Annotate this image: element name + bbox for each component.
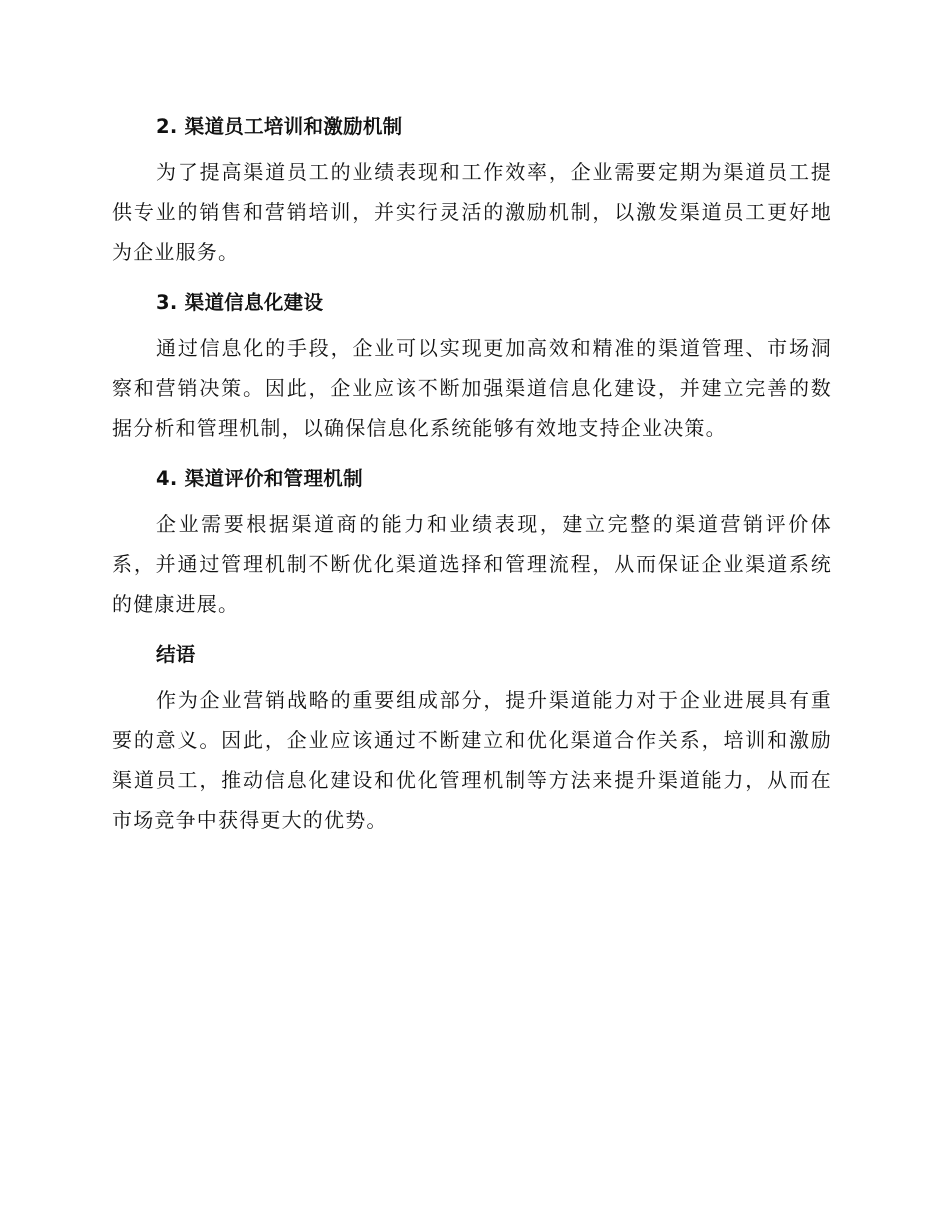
- section-heading-evaluation: 4. 渠道评价和管理机制: [156, 467, 363, 490]
- section-paragraph-evaluation: 企业需要根据渠道商的能力和业绩表现，建立完整的渠道营销评价体系，并通过管理机制不断优化渠道选择和管理流程，从而保证企业渠道系统的健康进展。: [112, 512, 832, 616]
- section-paragraph-conclusion: 作为企业营销战略的重要组成部分，提升渠道能力对于企业进展具有重要的意义。因此，企业应该通过不断建立和优化渠道合作关系，培训和激励渠道员工，推动信息化建设和优化管理机制等方法来提升渠道能力，从而在市场竞争中获得更大的优势。: [112, 688, 832, 832]
- section-heading-informatization: 3. 渠道信息化建设: [156, 291, 324, 314]
- section-heading-conclusion: 结语: [156, 643, 196, 666]
- section-heading-training: 2. 渠道员工培训和激励机制: [156, 115, 403, 138]
- section-paragraph-training: 为了提高渠道员工的业绩表现和工作效率，企业需要定期为渠道员工提供专业的销售和营销培训，并实行灵活的激励机制，以激发渠道员工更好地为企业服务。: [112, 160, 832, 264]
- document-body: [112, 108, 832, 852]
- section-paragraph-informatization: 通过信息化的手段，企业可以实现更加高效和精准的渠道管理、市场洞察和营销决策。因此，企业应该不断加强渠道信息化建设，并建立完善的数据分析和管理机制，以确保信息化系统能够有效地支持企业决策。: [112, 336, 832, 440]
